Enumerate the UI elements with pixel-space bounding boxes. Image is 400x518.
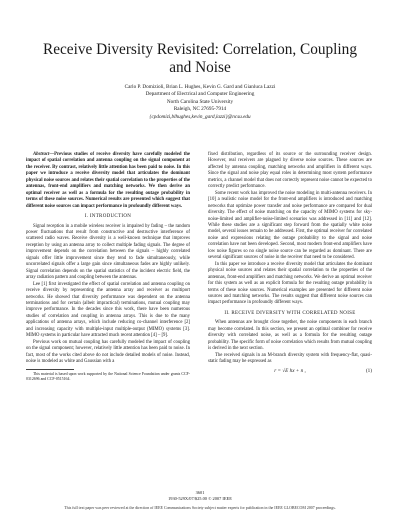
abstract-lead: Abstract	[33, 152, 50, 157]
footnote: This material is based upon work supported by the National Science Foundation under grants CCF-0312696 and CCF-0515164.	[26, 371, 190, 381]
abstract-text: —Previous studies of receive diversity have carefully modeled the impact of spatial correlation and antenna coupling on the signal component at the receiver. By contrast, relatively little attention has been paid to noise. In this paper we introduce a receive diversity model that articulates the dominant physical noise sources and relates their spatial correlation to the properties of the antennas, front-end amplifiers and matching networks. We then derive an optimal receiver as well as a formula for the resulting outage probability in terms of these noise sources. Numerical results are presented which suggest that different noise sources can impact performance in profoundly different ways.	[26, 152, 190, 209]
isbn-line: 1930-529X/07/$25.00 © 2007 IEEE	[168, 496, 232, 501]
equation-number: (1)	[365, 367, 372, 374]
paragraph: Signal reception in a mobile wireless receiver is impaired by fading – the random power fluctuations that result from constructive and destructive interference of scattered radio waves. Receive diversity is a well-known technique that improves reception by using an antenna array to collect multiple fading signals. The degree of improvement depends on the correlation between the signals – highly correlated signals offer little improvement since they tend to fade simultaneously, while uncorrelated signals offer a large gain since simultaneous fades are highly unlikely. Signal correlation depends on the spatial statistics of the incident electric field, the array radiation pattern and coupling between the antennas.	[26, 223, 190, 281]
author-department: Department of Electrical and Computer Engineering	[145, 91, 255, 98]
paragraph: Lee [1] first investigated the effect of spatial correlation and antenna coupling on receive diversity by representing the antenna array and receiver as multiport networks. He showed that diversity performance was dependent on the antenna terminations and for certain (albeit impractical) terminations, mutual coupling may improve performance. In the decades since this work, there have been numerous studies of correlation and coupling in antenna arrays. This is due to the many applications of antenna arrays, which include reducing co-channel interference [2] and increasing capacity with multiple-input multiple-output (MIMO) systems [3]. MIMO systems in particular have attracted much recent attention [4] – [9].	[26, 281, 190, 339]
left-column	[26, 152, 190, 382]
author-email: {cpdomizi,blhughes,kevin_gard,lazzi}@ncsu.edu	[149, 113, 251, 120]
paragraph: fixed distribution, regardless of its source or the surrounding receiver design. However, real receivers are plagued by diverse noise sources. These sources are affected by antenna coupling, matching networks and amplifiers in different ways. Since the signal and noise play equal roles in determining most system performance metrics, a channel model that does not correctly represent noise cannot be expected to correctly predict performance.	[208, 152, 372, 190]
abstract	[26, 152, 190, 210]
author-names: Carlo P. Domizioli, Brian L. Hughes, Kevin G. Gard and Gianluca Lazzi	[124, 84, 276, 90]
equation-body: r = √E hx + n ,	[274, 367, 306, 374]
equation	[208, 368, 372, 374]
title-line-1: Receive Diversity Revisited: Correlation, Coupling	[43, 41, 357, 58]
right-column	[208, 152, 372, 376]
review-notice: This full text paper was peer reviewed at the direction of IEEE Communications Society subject matter experts for publication in the IEEE GLOBECOM 2007 proceedings.	[64, 505, 336, 510]
paragraph: When antennas are brought close together, the noise components in each branch may become correlated. In this section, we present an optimal combiner for receive diversity with correlated noise, as well as a formula for the resulting outage probability. The specific form of noise correlation which results from mutual coupling is derived in the next section.	[208, 320, 372, 352]
paragraph: Previous work on mutual coupling has carefully modeled the impact of coupling on the signal component; however, relatively little attention has been paid to noise. In fact, most of the works cited above do not include detailed models of noise. Instead, noise is modeled as white and Gaussian with a	[26, 339, 190, 365]
section-heading-receive-diversity: II. RECEIVE DIVERSITY WITH CORRELATED NOISE	[224, 310, 356, 316]
page-number: 3601	[195, 490, 205, 495]
author-city: Raleigh, NC 27695-7914	[173, 106, 227, 113]
paper-title	[20, 41, 380, 77]
author-university: North Carolina State University	[166, 98, 234, 105]
paragraph: In this paper we introduce a receive diversity model that articulates the dominant physical noise sources and relates their spatial correlation to the properties of the antennas, front-end amplifiers and matching networks. We derive an optimal receiver for this system as well as an explicit formula for the resulting outage probability in terms of these noise sources. Numerical examples are presented for different noise sources and matching networks. The results suggest that different noise sources can impact performance in profoundly different ways.	[208, 261, 372, 306]
title-line-2: and Noise	[169, 59, 231, 76]
author-block	[40, 84, 360, 121]
paragraph: The received signals in an M-branch diversity system with frequency-flat, quasi-static fading may be expressed as	[208, 352, 372, 365]
paragraph: Some recent work has improved the noise modeling in multi-antenna receivers. In [10] a realistic noise model for the front-end amplifiers is introduced and matching networks that optimize power transfer and noise performance are compared for dual diversity. The effect of noise matching on the capacity of MIMO systems for sky-noise-limited and amplifier-noise-limited scenarios was addressed in [11] and [12]. While these studies are a significant step forward from the spatially white noise model, several issues remain to be addressed. First, the optimal receiver for correlated noise and expressions relating the outage probability to the signal and noise correlation have not been developed. Second, most modern front-end amplifiers have low noise figures so no single noise source can be regarded as dominant. There are several significant sources of noise in the receiver that need to be considered.	[208, 190, 372, 261]
footnote-divider	[26, 369, 74, 370]
section-heading-introduction: I. INTRODUCTION	[84, 214, 132, 220]
